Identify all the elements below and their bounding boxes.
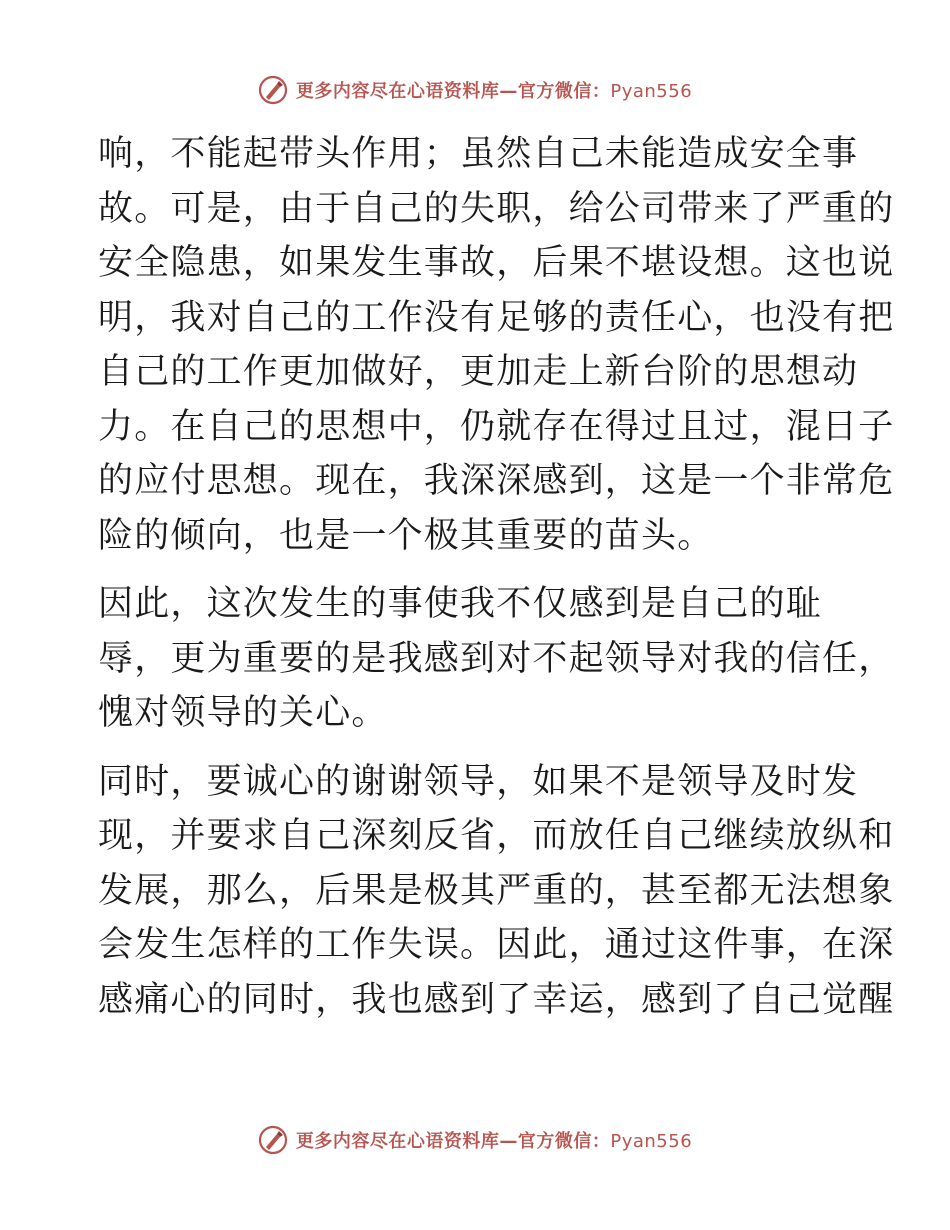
document-body <box>98 127 895 1027</box>
text-line: 同时，要诚心的谢谢领导，如果不是领导及时发 <box>98 761 859 802</box>
text-line: 安全隐患，如果发生事故，后果不堪设想。这也说 <box>98 243 895 283</box>
text-line: 故。可是，由于自己的失职，给公司带来了严重的 <box>98 188 895 229</box>
footer-watermark <box>0 1122 950 1158</box>
text-line: 险的倾向，也是一个极其重要的苗头。 <box>98 515 714 556</box>
text-line: 愧对领导的关心。 <box>98 693 388 733</box>
text-line: 会发生怎样的工作失误。因此，通过这件事，在深 <box>98 925 895 965</box>
watermark-text: 更多内容尽在心语资料库—官方微信：Pyan556 <box>295 1131 693 1152</box>
text-line: 发展，那么，后果是极其严重的，甚至都无法想象 <box>98 870 895 911</box>
text-line: 因此，这次发生的事使我不仅感到是自己的耻 <box>98 584 823 624</box>
paragraph <box>98 127 895 563</box>
text-line: 响，不能起带头作用；虽然自己未能造成安全事 <box>98 134 859 174</box>
text-line: 力。在自己的思想中，仍就存在得过且过，混日子 <box>98 406 895 447</box>
paragraph <box>98 577 895 741</box>
text-line: 感痛心的同时，我也感到了幸运，感到了自己觉醒 <box>98 979 895 1020</box>
paragraph <box>98 755 895 1028</box>
text-line: 自己的工作更加做好，更加走上新台阶的思想动 <box>98 352 859 392</box>
text-line: 现，并要求自己深刻反省，而放任自己继续放纵和 <box>98 816 895 856</box>
watermark-text: 更多内容尽在心语资料库—官方微信：Pyan556 <box>295 81 693 102</box>
pen-logo-icon <box>258 75 288 105</box>
text-line: 辱，更为重要的是我感到对不起领导对我的信任， <box>98 638 895 679</box>
text-line: 明，我对自己的工作没有足够的责任心，也没有把 <box>98 297 895 338</box>
text-line: 的应付思想。现在，我深深感到，这是一个非常危 <box>98 461 895 501</box>
header-watermark <box>0 72 950 108</box>
pen-logo-icon <box>258 1125 288 1155</box>
